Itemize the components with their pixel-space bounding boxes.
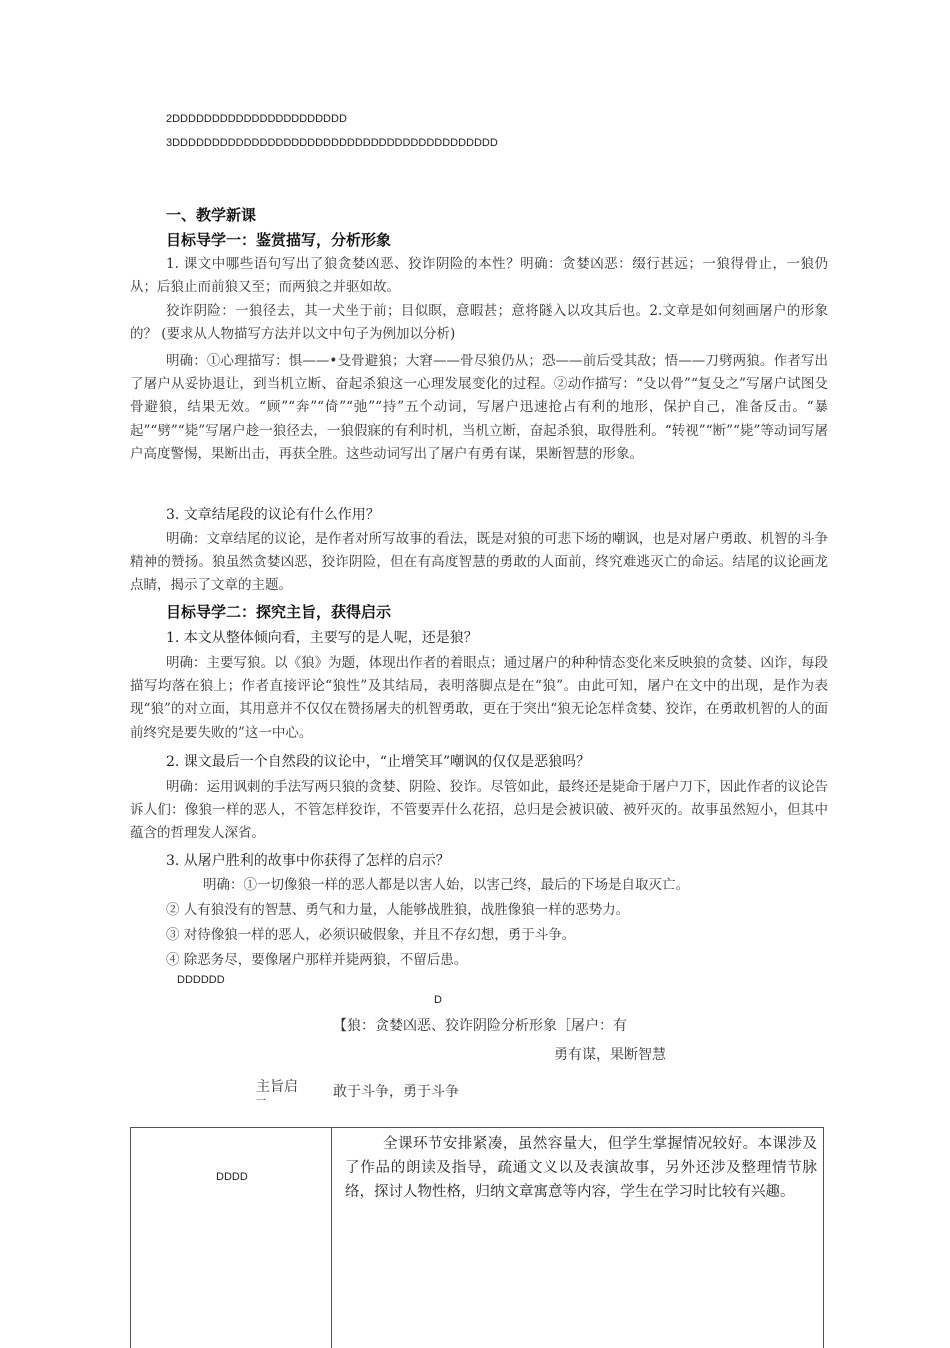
goal-one-heading: 目标导学一：鉴赏描写，分析形象: [166, 231, 392, 249]
section-title: 一、教学新课: [166, 206, 257, 224]
board-label: DDDDDD: [177, 974, 225, 986]
board-wolf-line: 【狼：贪婪凶恶、狡诈阴险分析形象［屠户：有: [333, 1018, 627, 1034]
question-2-3: 3. 从屠户胜利的故事中你获得了怎样的启示？: [166, 853, 450, 869]
board-theme-dash: 一: [256, 1096, 266, 1107]
reflection-table: [130, 1127, 824, 1348]
answer-2-3-line-4: ④ 除恶务尽，要像屠户那样并毙两狼，不留后患。: [166, 952, 468, 968]
board-theme-label: 主旨启: [256, 1079, 298, 1095]
question-3: 3. 文章结尾段的议论有什么作用？: [166, 507, 380, 523]
answer-3-paragraph: 明确：文章结尾的议论，是作者对所写故事的看法，既是对狼的可悲下场的嘲讽，也是对屠户勇敢、机智的斗争精神的赞扬。狼虽然贪婪凶恶，狡诈阴险，但在有高度智慧的勇敢的人面前，终究难逃灭亡的命运。结尾的议论画龙点睛，揭示了文章的主题。: [130, 531, 828, 594]
goal-two-heading: 目标导学二：探究主旨，获得启示: [166, 603, 392, 621]
reflection-label: DDDD: [216, 1171, 248, 1183]
question-2-1: 1. 本文从整体倾向看，主要写的是人呢，还是狼？: [166, 630, 478, 646]
answer-2-2-paragraph: 明确：运用讽刺的手法写两只狼的贪婪、阴险、狡诈。尽管如此，最终还是毙命于屠户刀下，因此作者的议论告诉人们：像狼一样的恶人，不管怎样狡诈，不管要弄什么花招，总归是会被识破、被歼灭的。故事虽然短小，但其中蕴含的哲理发人深省。: [130, 779, 828, 842]
header-line-1: 2DDDDDDDDDDDDDDDDDDDDDD: [166, 113, 347, 125]
board-theme: 敢于斗争，勇于斗争: [333, 1084, 459, 1100]
question-2-2: 2. 课文最后一个自然段的议论中，“止增笑耳”嘲讽的仅仅是恶狼吗？: [166, 754, 591, 770]
answer-2-1-paragraph: 明确：主要写狼。以《狼》为题，体现出作者的着眼点；通过屠户的种种情态变化来反映狼的贪婪、凶诈，每段描写均落在狼上；作者直接评论“狼性”及其结局，表明落脚点是在“狼”。由此可知，屠户在文中的出现，是作为表现“狼”的对立面，其用意并不仅仅在赞扬屠夫的机智勇敢，更在于突出“狼无论怎样贪婪、狡诈，在勇敢机智的人的面前终究是要失败的”这一中心。: [130, 655, 828, 741]
answer-2-3-line-2: ② 人有狼没有的智慧、勇气和力量，人能够战胜狼，战胜像狼一样的恶势力。: [166, 902, 630, 918]
question-1b-paragraph: 狡诈阴险：一狼径去，其一犬坐于前；目似瞑，意暇甚；意将隧入以攻其后也。2.文章是如何刻画屠户的形象的？ (要求从人物描写方法并以文中句子为例加以分析): [130, 303, 828, 343]
board-d: D: [434, 994, 442, 1006]
table-divider: [331, 1128, 332, 1348]
header-line-2: 3DDDDDDDDDDDDDDDDDDDDDDDDDDDDDDDDDDDDDDDDD: [166, 137, 498, 149]
answer-2-3-line-1: 明确：①一切像狼一样的恶人都是以害人始，以害己终，最后的下场是自取灭亡。: [203, 877, 689, 893]
answer-2-3-line-3: ③ 对待像狼一样的恶人，必须识破假象，并且不存幻想，勇于斗争。: [166, 927, 576, 943]
board-wolf-line-2: 勇有谋，果断智慧: [554, 1047, 666, 1063]
answer-2-paragraph: 明确：①心理描写：惧——•殳骨避狼；大窘——骨尽狼仍从；恐——前后受其敌；悟——刀劈两狼。作者写出了屠户从妥协退让，到当机立断、奋起杀狼这一心理发展变化的过程。②动作描写：“殳以骨”“复殳之”写屠户试图殳骨避狼，结果无效。“顾”“奔”“倚”“弛”“持”五个动词，写屠户迅速抢占有利的地形，保护自己，准备反击。“暴起”“劈”“毙”写屠户趁一狼径去，一狼假寐的有利时机，当机立断，奋起杀狼，取得胜利。“转视”“断”“毙”等动词写屠户高度警惕，果断出击，再获全胜。这些动词写出了屠户有勇有谋，果断智慧的形象。: [130, 353, 828, 462]
question-1-paragraph: 1. 课文中哪些语句写出了狼贪婪凶恶、狡诈阴险的本性？明确：贪婪凶恶：缀行甚远；一狼得骨止，一狼仍从；后狼止而前狼又至；而两狼之并驱如故。: [130, 256, 828, 296]
reflection-text: 全课环节安排紧凑，虽然容量大，但学生掌握情况较好。本课涉及了作品的朗读及指导，疏通文义以及表演故事，另外还涉及整理情节脉络，探讨人物性格，归纳文章寓意等内容，学生在学习时比较有兴趣。: [345, 1136, 817, 1200]
